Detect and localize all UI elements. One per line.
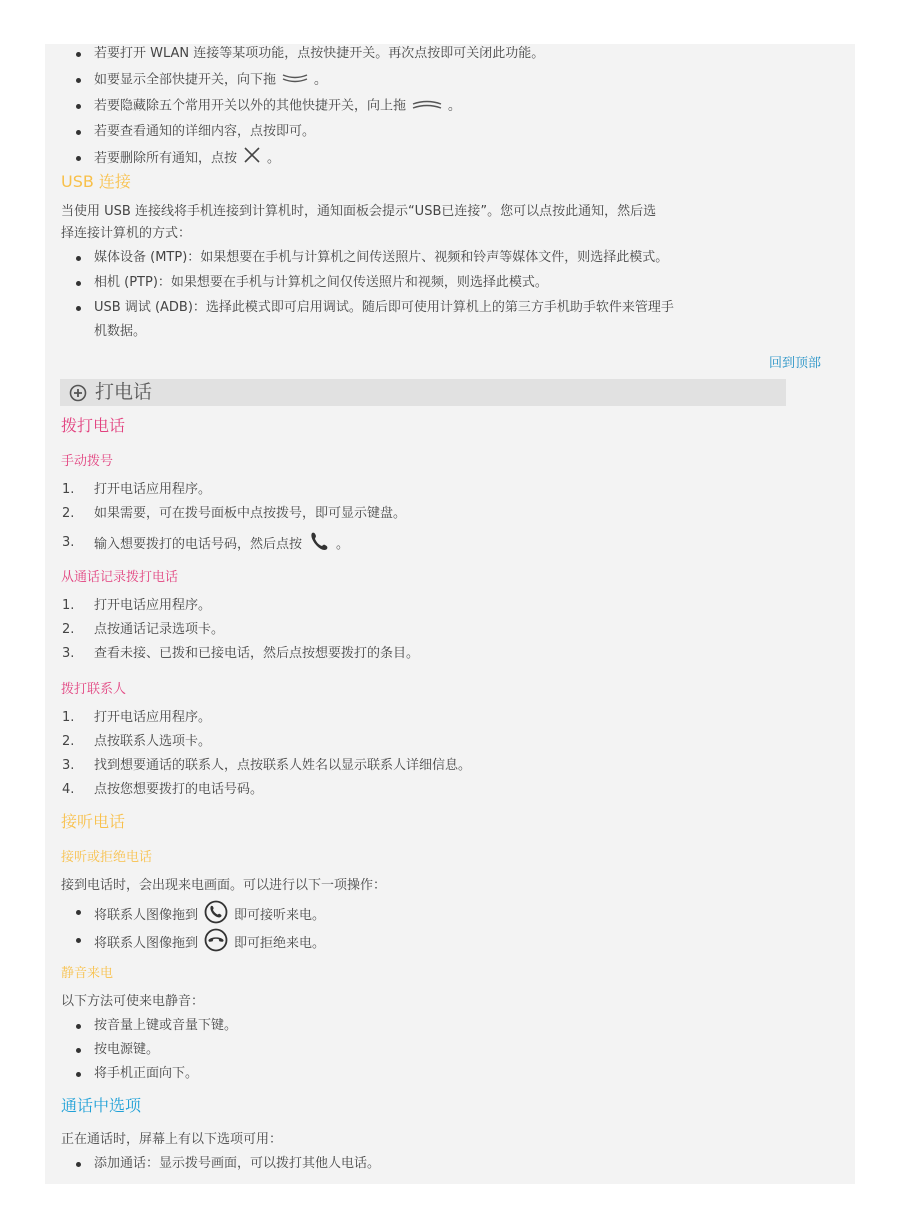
bullet-text: 若要打开 WLAN 连接等某项功能，点按快捷开关。再次点按即可关闭此功能。 [94,46,545,61]
bullet [76,256,81,261]
bullet-text: 按音量上键或音量下键。 [94,1018,238,1033]
paragraph: 接到电话时，会出现来电画面。可以进行以下一项操作： [61,878,387,893]
bullet [76,281,81,286]
answer-call-icon [204,900,228,931]
answer-sub-title: 接听或拒绝电话 [61,850,153,865]
text: 。 [267,151,281,166]
step-text: 如果需要，可在拨号面板中点按拨号，即可显示键盘。 [94,506,407,521]
bullet-text: 添加通话：显示拨号画面，可以拨打其他人电话。 [94,1156,381,1171]
close-icon [243,146,261,171]
document-page [45,44,855,1184]
step-text: 找到想要通话的联系人，点按联系人姓名以显示联系人详细信息。 [94,758,472,773]
step-number: 1. [62,598,75,613]
step-number: 2. [62,734,75,749]
manual-dial-title: 手动拨号 [61,454,114,469]
bullet-text [94,928,325,959]
expand-icon[interactable] [69,384,87,406]
text: 即可拒绝来电。 [234,936,326,951]
text: 若要隐藏除五个常用开关以外的其他快捷开关，向上拖 [94,98,407,114]
answer-heading: 接听电话 [61,812,126,831]
paragraph: 择连接计算机的方式： [61,226,192,241]
step-number: 3. [62,758,75,773]
back-to-top-link[interactable]: 回到顶部 [768,356,821,371]
step-number: 1. [62,482,75,497]
bullet [76,1072,81,1077]
step-text: 点按联系人选项卡。 [94,734,212,749]
usb-heading: USB 连接 [61,172,131,191]
bullet-text: 媒体设备 (MTP)：如果想要在手机与计算机之间传送照片、视频和铃声等媒体文件，则选择此模式。 [94,250,669,265]
section-bar[interactable] [60,379,786,406]
bullet [76,156,81,161]
step-text: 查看未接、已拨和已接电话，然后点按想要拨打的条目。 [94,646,420,661]
bullet-text: 按电源键。 [94,1042,160,1057]
step-text: 点按通话记录选项卡。 [94,622,225,637]
step-number: 1. [62,710,75,725]
contacts-dial-title: 拨打联系人 [61,682,127,697]
bullet-text [94,900,325,931]
bullet-text [94,96,461,117]
mute-sub-title: 静音来电 [61,966,114,981]
step-text: 点按您想要拨打的电话号码。 [94,782,264,797]
bullet [76,52,81,57]
reject-call-icon [204,928,228,959]
bullet [76,78,81,83]
bullet-text: 相机 (PTP)：如果想要在手机与计算机之间仅传送照片和视频，则选择此模式。 [94,275,548,290]
bullet-text: 若要查看通知的详细内容，点按即可。 [94,124,316,139]
step-number: 3. [62,535,75,550]
step-number: 4. [62,782,75,797]
phone-icon [308,530,330,559]
bullet-text [94,70,327,91]
double-chevron-down-icon [282,70,308,90]
text: 。 [448,98,462,114]
dialing-heading: 拨打电话 [61,416,126,435]
in-call-heading: 通话中选项 [61,1096,142,1115]
bullet [76,1024,81,1029]
bullet [76,1048,81,1053]
paragraph: 正在通话时，屏幕上有以下选项可用： [61,1132,283,1147]
step-number: 2. [62,622,75,637]
text: 将联系人图像拖到 [94,936,199,951]
text: 即可接听来电。 [234,908,326,923]
bullet [76,938,81,943]
step-number: 2. [62,506,75,521]
bullet [76,1162,81,1167]
text: 若要删除所有通知，点按 [94,151,238,166]
step-text: 打开电话应用程序。 [94,482,212,497]
bullet-text [94,146,280,171]
text: 如要显示全部快捷开关，向下拖 [94,72,277,88]
bullet-text: 机数据。 [94,324,147,339]
step-text: 打开电话应用程序。 [94,710,212,725]
section-title: 打电话 [95,381,153,403]
step-text [94,530,349,559]
paragraph: 当使用 USB 连接线将手机连接到计算机时，通知面板会提示“USB已连接”。您可以点按此通知，然后选 [61,204,657,219]
bullet-text: USB 调试 (ADB)：选择此模式即可启用调试。随后即可使用计算机上的第三方手机助手软件来管理手 [94,300,674,315]
bullet-text: 将手机正面向下。 [94,1066,199,1081]
double-chevron-up-icon [412,96,442,116]
text: 输入想要拨打的电话号码，然后点按 [94,537,303,552]
step-text: 打开电话应用程序。 [94,598,212,613]
step-number: 3. [62,646,75,661]
text: 。 [314,72,328,88]
text: 将联系人图像拖到 [94,908,199,923]
paragraph: 以下方法可使来电静音： [61,994,205,1009]
bullet [76,306,81,311]
bullet [76,910,81,915]
text: 。 [336,537,350,552]
bullet [76,104,81,109]
bullet [76,130,81,135]
call-log-title: 从通话记录拨打电话 [61,570,179,585]
